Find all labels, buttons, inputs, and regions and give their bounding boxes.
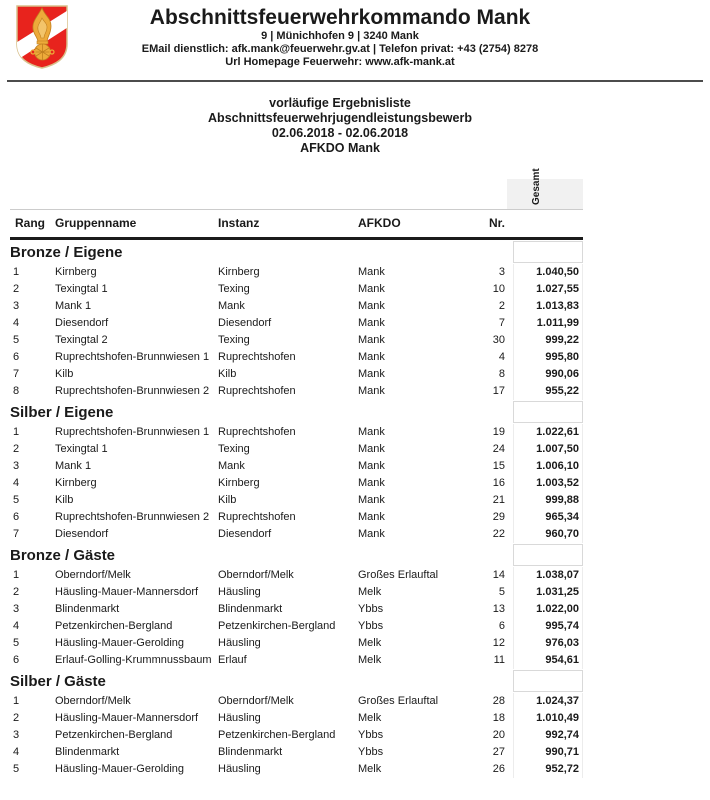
afkdo-cell: Mank: [358, 334, 385, 346]
section-header-row: [10, 543, 583, 567]
doc-title-line-2: Abschnittsfeuerwehrjugendleistungsbewerb: [208, 111, 472, 125]
instance-cell: Ruprechtshofen: [218, 385, 296, 397]
instance-cell: Oberndorf/Melk: [218, 695, 294, 707]
group-name-cell: Kirnberg: [55, 266, 97, 278]
afkdo-cell: Ybbs: [358, 603, 384, 615]
table-row: [10, 652, 583, 669]
group-name-cell: Blindenmarkt: [55, 746, 120, 758]
gesamt-empty-box: [513, 241, 583, 263]
total-cell: 995,80: [513, 349, 583, 366]
nr-cell: 12: [492, 637, 505, 649]
total-cell: 1.024,37: [513, 693, 583, 710]
nr-cell: 30: [492, 334, 505, 346]
rank-cell: 5: [13, 637, 20, 649]
rank-cell: 7: [13, 528, 20, 540]
total-cell: 1.022,61: [513, 424, 583, 441]
results-table: [10, 168, 583, 778]
table-row: [10, 349, 583, 366]
afkdo-cell: Mank: [358, 385, 385, 397]
rank-cell: 2: [13, 712, 20, 724]
group-name-cell: Ruprechtshofen-Brunnwiesen 1: [55, 426, 210, 438]
group-name-cell: Häusling-Mauer-Gerolding: [55, 637, 185, 649]
table-row: [10, 492, 583, 509]
table-row: [10, 693, 583, 710]
rank-cell: 6: [13, 511, 20, 523]
section-title: Bronze / Gäste: [10, 547, 116, 564]
afkdo-cell: Mank: [358, 528, 385, 540]
rank-cell: 3: [13, 729, 20, 741]
table-row: [10, 298, 583, 315]
rank-cell: 1: [13, 695, 20, 707]
total-cell: 999,22: [513, 332, 583, 349]
gesamt-column-band: [507, 179, 583, 209]
total-cell: 1.038,07: [513, 567, 583, 584]
group-name-cell: Ruprechtshofen-Brunnwiesen 2: [55, 385, 210, 397]
column-header-gesamt: Gesamt: [531, 168, 542, 205]
afkdo-cell: Mank: [358, 317, 385, 329]
group-name-cell: Texingtal 1: [55, 283, 108, 295]
afkdo-cell: Ybbs: [358, 729, 384, 741]
nr-cell: 14: [492, 569, 505, 581]
nr-cell: 7: [498, 317, 505, 329]
instance-cell: Blindenmarkt: [218, 746, 283, 758]
nr-cell: 17: [492, 385, 505, 397]
instance-cell: Häusling: [218, 586, 261, 598]
group-name-cell: Mank 1: [55, 460, 92, 472]
nr-cell: 13: [492, 603, 505, 615]
afkdo-cell: Mank: [358, 460, 385, 472]
table-row: [10, 601, 583, 618]
group-name-cell: Häusling-Mauer-Mannersdorf: [55, 586, 199, 598]
instance-cell: Blindenmarkt: [218, 603, 283, 615]
rank-cell: 1: [13, 569, 20, 581]
group-name-cell: Häusling-Mauer-Mannersdorf: [55, 712, 199, 724]
total-cell: 1.013,83: [513, 298, 583, 315]
rank-cell: 4: [13, 620, 20, 632]
rank-cell: 7: [13, 368, 20, 380]
crest-icon: [14, 4, 70, 70]
rank-cell: 2: [13, 283, 20, 295]
instance-cell: Kilb: [218, 494, 237, 506]
afkdo-cell: Melk: [358, 654, 382, 666]
afkdo-cell: Ybbs: [358, 746, 384, 758]
doc-title-line-1: vorläufige Ergebnisliste: [269, 96, 411, 110]
table-row: [10, 526, 583, 543]
table-row: [10, 567, 583, 584]
group-name-cell: Mank 1: [55, 300, 92, 312]
section-title: Bronze / Eigene: [10, 244, 123, 261]
nr-cell: 4: [498, 351, 505, 363]
afkdo-cell: Mank: [358, 494, 385, 506]
table-row: [10, 458, 583, 475]
column-header-afkdo: AFKDO: [358, 216, 401, 230]
table-row: [10, 366, 583, 383]
group-name-cell: Texingtal 2: [55, 334, 108, 346]
table-row: [10, 383, 583, 400]
afkdo-cell: Melk: [358, 712, 382, 724]
nr-cell: 16: [492, 477, 505, 489]
rank-cell: 6: [13, 654, 20, 666]
table-row: [10, 509, 583, 526]
table-row: [10, 744, 583, 761]
afkdo-cell: Mank: [358, 443, 385, 455]
table-row: [10, 281, 583, 298]
total-cell: 1.011,99: [513, 315, 583, 332]
afkdo-cell: Mank: [358, 300, 385, 312]
group-name-cell: Erlauf-Golling-Krummnussbaum: [55, 654, 212, 666]
rank-cell: 3: [13, 460, 20, 472]
gesamt-empty-box: [513, 544, 583, 566]
rank-cell: 5: [13, 494, 20, 506]
column-header-gruppenname: Gruppenname: [55, 216, 137, 230]
instance-cell: Texing: [218, 334, 250, 346]
nr-cell: 3: [498, 266, 505, 278]
fire-brigade-crest-logo: [14, 4, 70, 70]
rank-cell: 3: [13, 603, 20, 615]
nr-cell: 11: [493, 654, 505, 666]
rank-cell: 5: [13, 763, 20, 775]
section-header-row: [10, 669, 583, 693]
header-gesamt-slot: [513, 210, 583, 237]
document-header: [0, 0, 710, 80]
nr-cell: 22: [492, 528, 505, 540]
total-cell: 990,06: [513, 366, 583, 383]
afkdo-cell: Mank: [358, 351, 385, 363]
table-body: [10, 240, 583, 778]
total-cell: 952,72: [513, 761, 583, 778]
group-name-cell: Petzenkirchen-Bergland: [55, 729, 173, 741]
gesamt-empty-box: [513, 670, 583, 692]
total-cell: 1.022,00: [513, 601, 583, 618]
afkdo-cell: Mank: [358, 477, 385, 489]
group-name-cell: Ruprechtshofen-Brunnwiesen 1: [55, 351, 210, 363]
doc-title-line-4: AFKDO Mank: [300, 141, 380, 155]
nr-cell: 2: [498, 300, 505, 312]
rank-cell: 1: [13, 426, 20, 438]
nr-cell: 28: [492, 695, 505, 707]
instance-cell: Häusling: [218, 763, 261, 775]
column-header-nr: Nr.: [488, 216, 505, 230]
instance-cell: Ruprechtshofen: [218, 351, 296, 363]
total-cell: 976,03: [513, 635, 583, 652]
group-name-cell: Kilb: [55, 368, 74, 380]
instance-cell: Erlauf: [218, 654, 247, 666]
afkdo-cell: Mank: [358, 368, 385, 380]
table-row: [10, 761, 583, 778]
nr-cell: 26: [492, 763, 505, 775]
table-row: [10, 727, 583, 744]
rank-cell: 1: [13, 266, 20, 278]
instance-cell: Ruprechtshofen: [218, 511, 296, 523]
instance-cell: Mank: [218, 460, 245, 472]
instance-cell: Texing: [218, 283, 250, 295]
total-cell: 1.040,50: [513, 264, 583, 281]
instance-cell: Diesendorf: [218, 528, 272, 540]
instance-cell: Häusling: [218, 637, 261, 649]
nr-cell: 15: [492, 460, 505, 472]
total-cell: 955,22: [513, 383, 583, 400]
group-name-cell: Häusling-Mauer-Gerolding: [55, 763, 185, 775]
instance-cell: Ruprechtshofen: [218, 426, 296, 438]
instance-cell: Häusling: [218, 712, 261, 724]
contact-line: EMail dienstlich: afk.mank@feuerwehr.gv.at | Telefon privat: +43 (2754) 8278: [141, 43, 539, 55]
nr-cell: 5: [498, 586, 505, 598]
instance-cell: Diesendorf: [218, 317, 272, 329]
total-cell: 1.007,50: [513, 441, 583, 458]
rank-cell: 4: [13, 746, 20, 758]
afkdo-cell: Mank: [358, 266, 385, 278]
gesamt-empty-box: [513, 401, 583, 423]
table-row: [10, 441, 583, 458]
address-line: 9 | Münichhofen 9 | 3240 Mank: [261, 30, 419, 42]
group-name-cell: Diesendorf: [55, 317, 109, 329]
group-name-cell: Kirnberg: [55, 477, 97, 489]
afkdo-cell: Mank: [358, 511, 385, 523]
table-row: [10, 315, 583, 332]
nr-cell: 19: [492, 426, 505, 438]
total-cell: 1.010,49: [513, 710, 583, 727]
group-name-cell: Oberndorf/Melk: [55, 695, 131, 707]
nr-cell: 29: [492, 511, 505, 523]
rank-cell: 4: [13, 317, 20, 329]
organization-title: Abschnittsfeuerwehrkommando Mank: [149, 6, 531, 29]
section-header-row: [10, 240, 583, 264]
instance-cell: Petzenkirchen-Bergland: [218, 729, 336, 741]
rank-cell: 2: [13, 586, 20, 598]
rank-cell: 4: [13, 477, 20, 489]
section-title: Silber / Gäste: [10, 673, 106, 690]
nr-cell: 8: [498, 368, 505, 380]
total-cell: 960,70: [513, 526, 583, 543]
total-cell: 1.031,25: [513, 584, 583, 601]
afkdo-cell: Ybbs: [358, 620, 384, 632]
instance-cell: Kirnberg: [218, 477, 260, 489]
total-cell: 965,34: [513, 509, 583, 526]
instance-cell: Texing: [218, 443, 250, 455]
total-cell: 1.003,52: [513, 475, 583, 492]
header-text-block: [0, 0, 680, 69]
rank-cell: 3: [13, 300, 20, 312]
afkdo-cell: Mank: [358, 426, 385, 438]
instance-cell: Oberndorf/Melk: [218, 569, 294, 581]
group-name-cell: Diesendorf: [55, 528, 109, 540]
rank-cell: 6: [13, 351, 20, 363]
afkdo-cell: Mank: [358, 283, 385, 295]
table-row: [10, 424, 583, 441]
group-name-cell: Blindenmarkt: [55, 603, 120, 615]
column-header-instanz: Instanz: [218, 216, 260, 230]
total-cell: 995,74: [513, 618, 583, 635]
table-row: [10, 332, 583, 349]
section-header-row: [10, 400, 583, 424]
total-cell: 990,71: [513, 744, 583, 761]
instance-cell: Kirnberg: [218, 266, 260, 278]
total-cell: 999,88: [513, 492, 583, 509]
table-row: [10, 584, 583, 601]
document-title-block: [0, 96, 680, 156]
doc-title-line-3: 02.06.2018 - 02.06.2018: [271, 126, 409, 140]
group-name-cell: Oberndorf/Melk: [55, 569, 131, 581]
afkdo-cell: Melk: [358, 763, 382, 775]
afkdo-cell: Melk: [358, 637, 382, 649]
nr-cell: 6: [498, 620, 505, 632]
table-row: [10, 264, 583, 281]
table-row: [10, 710, 583, 727]
nr-cell: 27: [492, 746, 505, 758]
afkdo-cell: Großes Erlauftal: [358, 695, 439, 707]
instance-cell: Petzenkirchen-Bergland: [218, 620, 336, 632]
rank-cell: 5: [13, 334, 20, 346]
table-row: [10, 618, 583, 635]
header-divider-rule: [7, 80, 703, 82]
table-row: [10, 475, 583, 492]
instance-cell: Kilb: [218, 368, 237, 380]
table-row: [10, 635, 583, 652]
group-name-cell: Ruprechtshofen-Brunnwiesen 2: [55, 511, 210, 523]
section-title: Silber / Eigene: [10, 404, 114, 421]
table-header-row: [10, 209, 583, 240]
nr-cell: 18: [492, 712, 505, 724]
homepage-line: Url Homepage Feuerwehr: www.afk-mank.at: [225, 56, 455, 68]
nr-cell: 10: [492, 283, 505, 295]
nr-cell: 21: [492, 494, 505, 506]
column-header-rang: Rang: [15, 216, 45, 230]
rank-cell: 8: [13, 385, 20, 397]
afkdo-cell: Melk: [358, 586, 382, 598]
total-cell: 992,74: [513, 727, 583, 744]
group-name-cell: Kilb: [55, 494, 74, 506]
group-name-cell: Texingtal 1: [55, 443, 108, 455]
nr-cell: 20: [492, 729, 505, 741]
total-cell: 954,61: [513, 652, 583, 669]
instance-cell: Mank: [218, 300, 245, 312]
total-cell: 1.027,55: [513, 281, 583, 298]
total-cell: 1.006,10: [513, 458, 583, 475]
nr-cell: 24: [492, 443, 505, 455]
group-name-cell: Petzenkirchen-Bergland: [55, 620, 173, 632]
rank-cell: 2: [13, 443, 20, 455]
afkdo-cell: Großes Erlauftal: [358, 569, 439, 581]
